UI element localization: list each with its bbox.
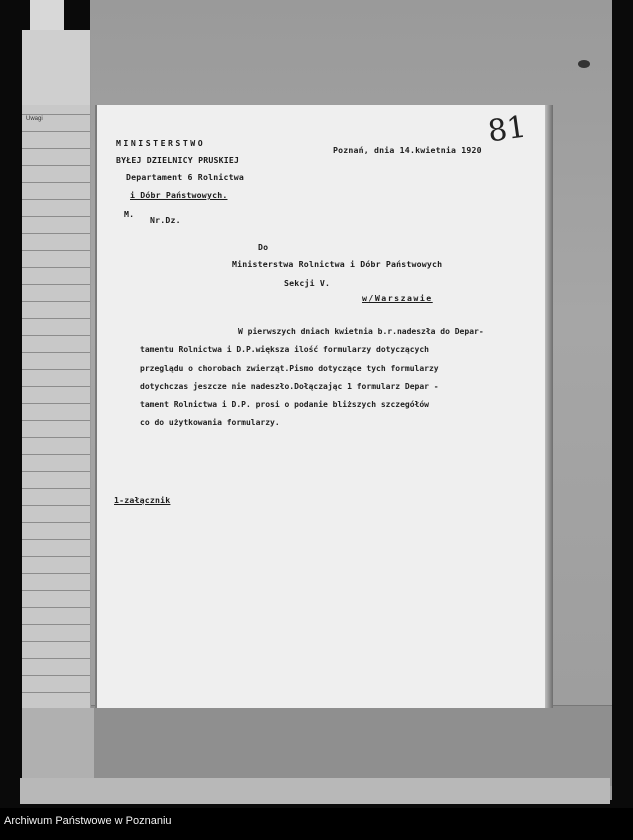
letterhead-line4: i Dóbr Państwowych. — [130, 190, 228, 200]
ledger-label: Uwagi — [26, 116, 43, 122]
letterhead-line3: Departament 6 Rolnictwa — [126, 172, 244, 182]
page-edge — [545, 105, 553, 708]
addressee-to: Do — [258, 242, 269, 252]
addressee-city: w/Warszawie — [362, 293, 433, 303]
addressee-ministry: Ministerstwa Rolnictwa i Dóbr Państwowych — [232, 259, 443, 269]
ink-spot — [578, 60, 590, 68]
folder-bottom-strip — [20, 778, 610, 804]
folder-fold — [90, 705, 612, 786]
body-line-3: przeglądu o chorobach zwierząt.Pismo dotyczące tych formularzy — [140, 364, 439, 373]
enclosure-note: 1-załącznik — [114, 495, 171, 505]
folder-tab — [30, 0, 64, 32]
reference-prefix: M. — [124, 209, 135, 219]
body-line-1: W pierwszych dniach kwietnia b.r.nadeszła do Depar- — [238, 327, 484, 336]
letterhead-line2: BYŁEJ DZIELNICY PRUSKIEJ — [116, 155, 240, 165]
body-line-6: co do użytkowania formularzy. — [140, 418, 280, 427]
reference-number: Nr.Dz. — [150, 215, 181, 225]
body-line-2: tamentu Rolnictwa i D.P.większa ilość formularzy dotyczących — [140, 345, 429, 354]
ledger-strip — [22, 30, 91, 710]
ledger-header — [22, 30, 90, 105]
ledger-stub — [22, 708, 94, 778]
place-date: Poznań, dnia 14.kwietnia 1920 — [333, 145, 482, 155]
archive-caption: Archiwum Państwowe w Poznaniu — [4, 815, 172, 827]
body-line-4: dotychczas jeszcze nie nadeszło.Dołączając 1 formularz Depar - — [140, 382, 439, 391]
letterhead-line1: MINISTERSTWO — [116, 138, 206, 148]
handwritten-number: 81 — [485, 109, 529, 150]
addressee-section: Sekcji V. — [284, 278, 331, 288]
body-line-5: tament Rolnictwa i D.P. prosi o podanie bliższych szczegółów — [140, 400, 429, 409]
